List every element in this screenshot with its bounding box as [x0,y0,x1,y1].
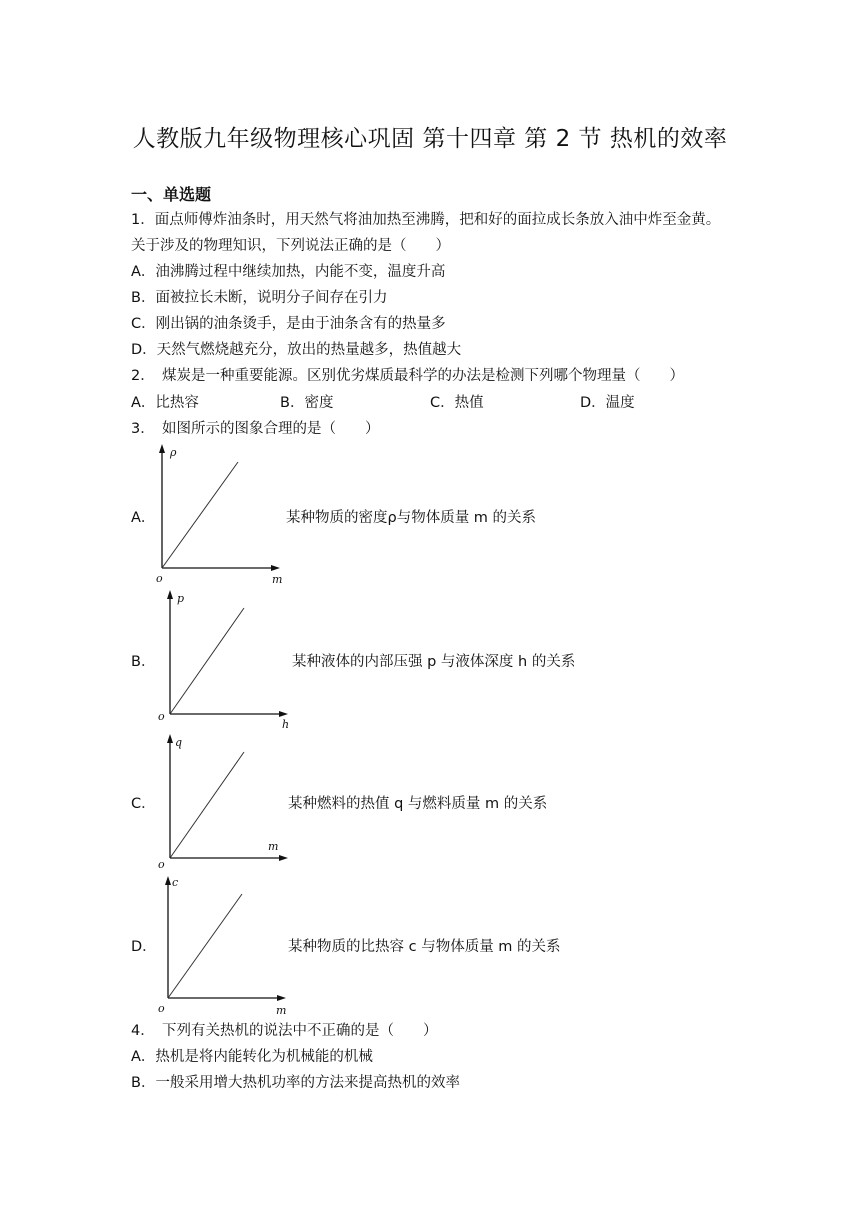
x-axis-arrow-icon [271,565,280,571]
graph-line [162,462,238,568]
page-title: 人教版九年级物理核心巩固 第十四章 第 2 节 热机的效率 [132,126,728,152]
y-axis-label: c [172,876,179,889]
question-2-option-c: C．热值 [430,395,484,411]
x-axis-label: m [268,840,279,853]
question-3-option-b-desc: 某种液体的内部压强 p 与液体深度 h 的关系 [292,654,576,670]
question-2-option-b: B．密度 [280,395,334,411]
origin-label: o [158,858,165,871]
question-2-option-a: A．比热容 [131,395,199,411]
origin-label: o [158,1002,165,1015]
y-axis-label: q [175,736,183,749]
question-4-option-b: B．一般采用增大热机功率的方法来提高热机的效率 [131,1075,460,1091]
question-1-stem-line-1: 1．面点师傅炸油条时，用天然气将油加热至沸腾，把和好的面拉成长条放入油中炸至金黄。 [131,212,721,228]
y-axis-arrow-icon [159,444,165,453]
origin-label: o [158,710,165,723]
question-4-stem: 4． 下列有关热机的说法中不正确的是（ ） [131,1023,438,1039]
question-2-stem: 2． 煤炭是一种重要能源。区别优劣煤质最科学的办法是检测下列哪个物理量（ ） [131,368,684,384]
question-1-option-d: D．天然气燃烧越充分，放出的热量越多，热值越大 [131,342,462,358]
question-3-option-c-letter: C． [131,796,156,812]
question-3-option-a-desc: 某种物质的密度ρ与物体质量 m 的关系 [286,510,537,526]
x-axis-label: h [282,718,290,731]
question-4-option-a: A．热机是将内能转化为机械能的机械 [131,1049,373,1065]
section-heading: 一、单选题 [131,185,212,204]
question-3-option-a-letter: A． [131,510,156,526]
question-3-option-b-graph [158,586,298,736]
graph-line [170,752,244,858]
x-axis-arrow-icon [279,855,288,861]
x-axis-arrow-icon [277,995,286,1001]
y-axis-arrow-icon [167,734,173,743]
question-3-option-d-graph [156,870,296,1020]
x-axis-label: m [272,573,283,586]
question-3-option-d-desc: 某种物质的比热容 c 与物体质量 m 的关系 [288,939,561,955]
question-1-option-c: C．刚出锅的油条烫手，是由于油条含有的热量多 [131,316,446,332]
question-3-stem: 3． 如图所示的图象合理的是（ ） [131,421,380,437]
y-axis-arrow-icon [165,876,171,885]
question-1-option-a: A．油沸腾过程中继续加热，内能不变，温度升高 [131,264,446,280]
question-1-stem-line-2: 关于涉及的物理知识，下列说法正确的是（ ） [131,238,450,254]
y-axis-arrow-icon [167,590,173,599]
question-3-option-a-graph [150,440,290,590]
y-axis-label: ρ [170,446,177,459]
x-axis-label: m [276,1004,287,1017]
graph-line [168,894,242,998]
x-axis-arrow-icon [279,711,288,717]
question-3-option-b-letter: B． [131,654,156,670]
question-3-option-c-desc: 某种燃料的热值 q 与燃料质量 m 的关系 [288,796,548,812]
question-3-option-c-graph [158,728,298,878]
y-axis-label: p [177,592,185,605]
question-3-option-d-letter: D． [131,939,157,955]
question-2-option-d: D．温度 [580,395,635,411]
origin-label: o [156,572,163,585]
graph-line [170,608,244,714]
question-1-option-b: B．面被拉长未断，说明分子间存在引力 [131,290,388,306]
